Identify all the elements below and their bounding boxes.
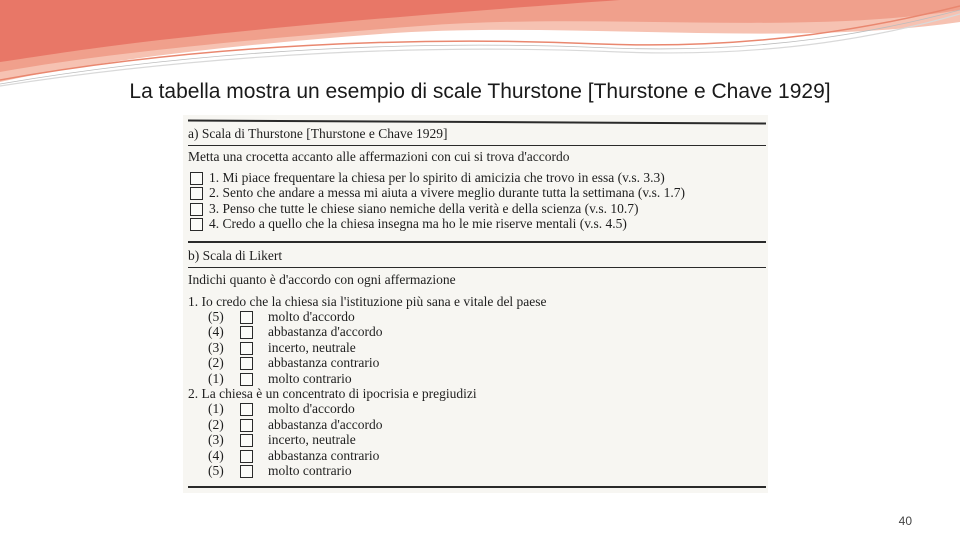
table-rule [188,241,766,243]
page-number: 40 [898,514,912,528]
checkbox[interactable] [240,450,253,463]
table-rule-bottom [188,486,766,488]
section-a-heading: a) Scala di Thurstone [Thurstone e Chave 1929] [188,126,448,141]
table-rule [188,145,766,146]
scanned-table [183,115,768,493]
option-label: abbastanza contrario [268,355,380,370]
checkbox[interactable] [190,172,203,185]
checkbox[interactable] [240,326,253,339]
option-score: (5) [208,463,224,478]
list-item: 1. Mi piace frequentare la chiesa per lo spirito di amicizia che trovo in essa (v.s. 3.3) [209,170,665,185]
option-label: molto contrario [268,371,352,386]
option-label: molto d'accordo [268,401,355,416]
list-item: 2. Sento che andare a messa mi aiuta a vivere meglio durante tutta la settimana (v.s. 1.7) [209,185,685,200]
option-label: abbastanza d'accordo [268,324,383,339]
section-b-heading: b) Scala di Likert [188,248,283,263]
option-label: abbastanza contrario [268,448,380,463]
option-label: incerto, neutrale [268,432,356,447]
option-label: molto d'accordo [268,309,355,324]
option-score: (4) [208,448,224,463]
checkbox[interactable] [240,342,253,355]
checkbox[interactable] [190,203,203,216]
option-score: (1) [208,401,224,416]
option-label: incerto, neutrale [268,340,356,355]
slide-title: La tabella mostra un esempio di scale Thurstone [Thurstone e Chave 1929] [129,80,831,103]
checkbox[interactable] [240,465,253,478]
decorative-banner [0,0,960,90]
list-item: 3. Penso che tutte le chiese siano nemiche della verità e della scienza (v.s. 10.7) [209,201,639,216]
question-text: 2. La chiesa è un concentrato di ipocrisia e pregiudizi [188,386,477,401]
checkbox[interactable] [240,373,253,386]
table-rule [188,267,766,268]
option-score: (2) [208,355,224,370]
option-score: (2) [208,417,224,432]
option-score: (4) [208,324,224,339]
question-text: 1. Io credo che la chiesa sia l'istituzione più sana e vitale del paese [188,294,547,309]
checkbox[interactable] [190,187,203,200]
checkbox[interactable] [240,419,253,432]
section-a-instruction: Metta una crocetta accanto alle affermazioni con cui si trova d'accordo [188,149,570,164]
table-rule-top [188,119,766,124]
option-score: (3) [208,432,224,447]
checkbox[interactable] [240,311,253,324]
checkbox[interactable] [240,403,253,416]
checkbox[interactable] [240,434,253,447]
checkbox[interactable] [190,218,203,231]
option-score: (1) [208,371,224,386]
option-score: (5) [208,309,224,324]
option-label: molto contrario [268,463,352,478]
list-item: 4. Credo a quello che la chiesa insegna ma ho le mie riserve mentali (v.s. 4.5) [209,216,627,231]
section-b-instruction: Indichi quanto è d'accordo con ogni affermazione [188,272,456,287]
checkbox[interactable] [240,357,253,370]
option-label: abbastanza d'accordo [268,417,383,432]
option-score: (3) [208,340,224,355]
